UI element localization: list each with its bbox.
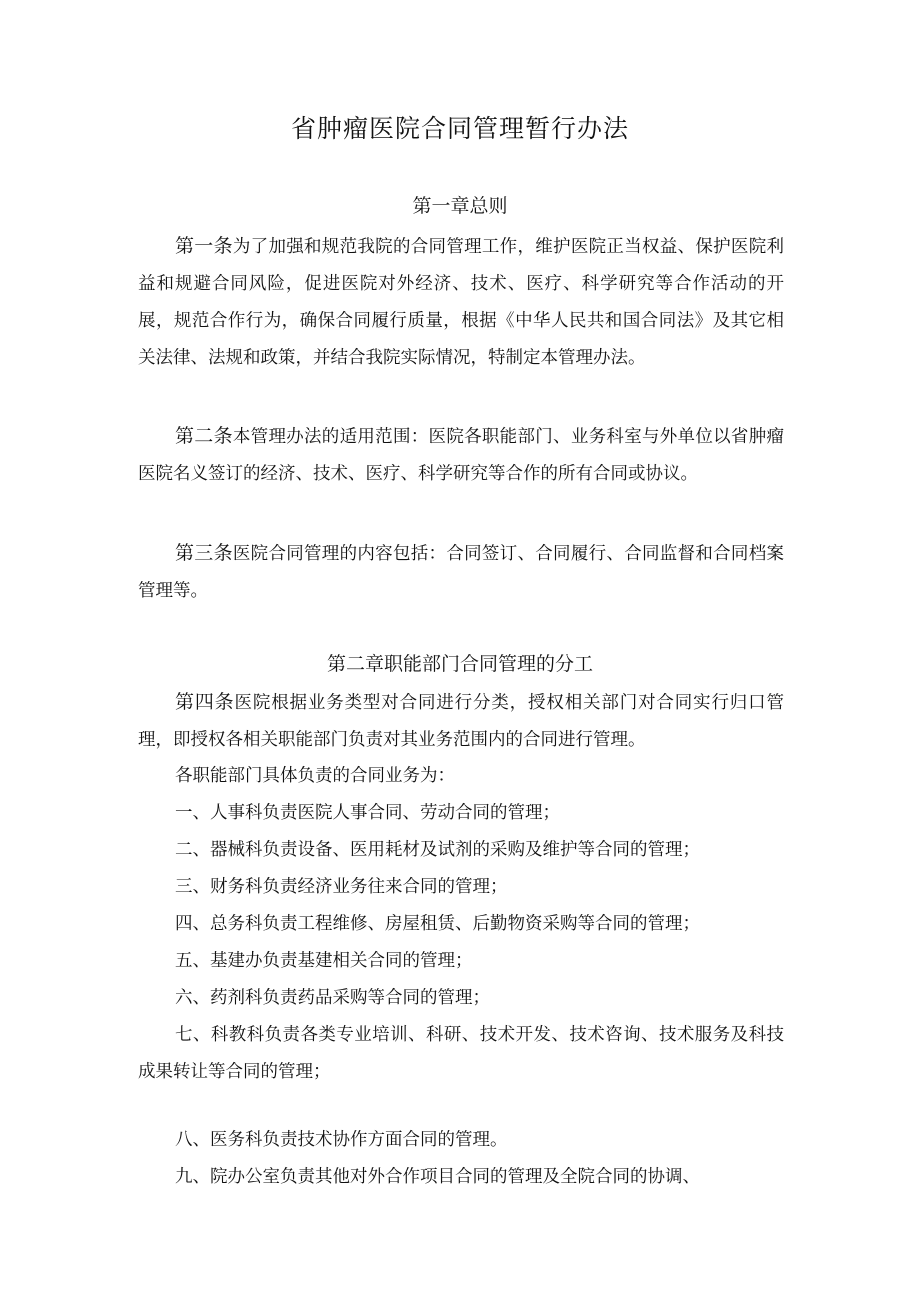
duty-item-4: 四、总务科负责工程维修、房屋租赁、后勤物资采购等合同的管理；: [175, 914, 700, 934]
duty-item-9: 九、院办公室负责其他对外合作项目合同的管理及全院合同的协调、: [175, 1167, 700, 1187]
duty-intro: 各职能部门具体负责的合同业务为：: [175, 766, 455, 786]
duty-item-8: 八、医务科负责技术协作方面合同的管理。: [175, 1130, 508, 1150]
article-3: [138, 535, 784, 610]
article-1-label: 第一条: [175, 235, 233, 257]
duty-item-6: 六、药剂科负责药品采购等合同的管理；: [175, 988, 490, 1008]
chapter-1-heading: 第一章总则: [412, 195, 508, 217]
article-4-text: 医院根据业务类型对合同进行分类，授权相关部门对合同实行归口管理，即授权各相关职能部门负责对其业务范围内的合同进行管理。: [138, 693, 784, 750]
article-2: [138, 418, 784, 493]
duty-item-3: 三、财务科负责经济业务往来合同的管理；: [175, 877, 508, 897]
article-1: [138, 228, 784, 377]
article-1-text: 为了加强和规范我院的合同管理工作，维护医院正当权益、保护医院利益和规避合同风险，促进医院对外经济、技术、医疗、科学研究等合作活动的开展，规范合作行为，确保合同履行质量，根据《中华人民共和国合同法》及其它相关法律、法规和政策，并结合我院实际情况，特制定本管理办法。: [138, 237, 784, 368]
article-2-text: 本管理办法的适用范围：医院各职能部门、业务科室与外单位以省肿瘤医院名义签订的经济、技术、医疗、科学研究等合作的所有合同或协议。: [138, 427, 784, 484]
article-4: [138, 684, 784, 759]
article-3-label: 第三条: [175, 542, 233, 564]
duty-item-2: 二、器械科负责设备、医用耗材及试剂的采购及维护等合同的管理；: [175, 840, 700, 860]
duty-item-5: 五、基建办负责基建相关合同的管理；: [175, 951, 473, 971]
article-4-label: 第四条: [175, 691, 235, 713]
chapter-2-heading: 第二章职能部门合同管理的分工: [326, 653, 593, 675]
duty-item-1: 一、人事科负责医院人事合同、劳动合同的管理；: [175, 803, 560, 823]
document-title: 省肿瘤医院合同管理暂行办法: [290, 114, 629, 143]
duty-item-7: 七、科教科负责各类专业培训、科研、技术开发、技术咨询、技术服务及科技成果转让等合同的管理；: [138, 1025, 784, 1082]
article-2-label: 第二条: [175, 425, 233, 447]
article-3-text: 医院合同管理的内容包括：合同签订、合同履行、合同监督和合同档案管理等。: [138, 544, 784, 601]
